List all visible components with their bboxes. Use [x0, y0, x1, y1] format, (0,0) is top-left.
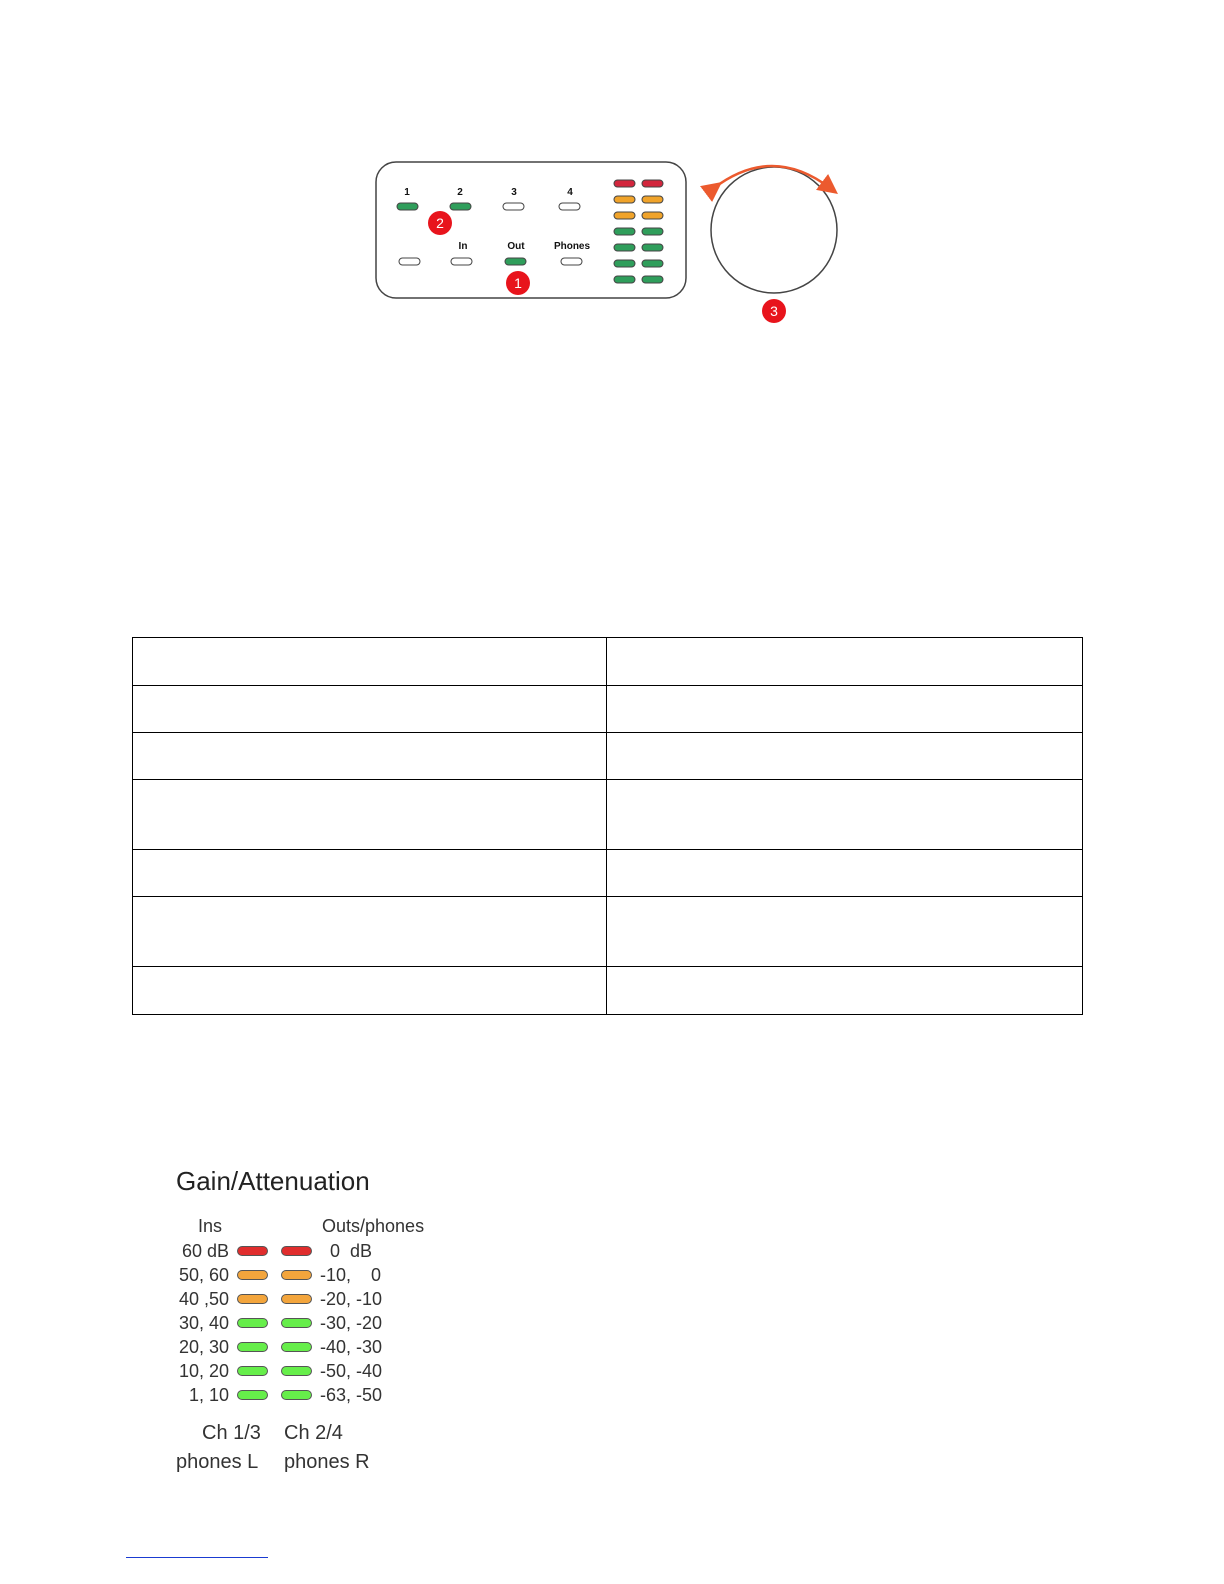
- ins-value: 30, 40: [178, 1313, 229, 1333]
- legend-row: [170, 1385, 470, 1409]
- ins-value: 40 ,50: [178, 1289, 229, 1309]
- device-diagram: [360, 150, 860, 340]
- channel-label-left-line1: Ch 1/3: [202, 1422, 261, 1444]
- channel-label-3: 3: [511, 187, 517, 198]
- phones-led: [561, 258, 582, 265]
- channel-label-left-line2: phones L: [176, 1451, 259, 1473]
- meter-led-left: [614, 196, 635, 203]
- ins-value: 60 dB: [181, 1241, 229, 1261]
- volume-knob[interactable]: [711, 167, 837, 293]
- legend-row: [170, 1265, 470, 1289]
- legend-led-right: [281, 1294, 312, 1304]
- table-cell: [607, 686, 1083, 733]
- callout-2-number: 2: [436, 215, 444, 231]
- table-row: [133, 967, 1083, 1015]
- legend-row: [170, 1241, 470, 1265]
- legend-led-right: [281, 1366, 312, 1376]
- table-cell: [133, 897, 607, 967]
- channel-led-1: [397, 203, 418, 210]
- out-led: [505, 258, 526, 265]
- front-panel: [376, 162, 686, 298]
- info-table: [132, 637, 1083, 1015]
- legend-led-right: [281, 1318, 312, 1328]
- channel-led-3: [503, 203, 524, 210]
- ins-value: 50, 60: [178, 1265, 229, 1285]
- channel-label-2: 2: [457, 187, 463, 198]
- meter-led-right: [642, 244, 663, 251]
- ins-value: 1, 10: [188, 1385, 229, 1405]
- ins-header: Ins: [198, 1216, 223, 1236]
- legend-led-left: [237, 1318, 268, 1328]
- blank-led: [399, 258, 420, 265]
- meter-led-right: [642, 212, 663, 219]
- channel-label-right-line1: Ch 2/4: [284, 1422, 343, 1444]
- ins-value: 10, 20: [178, 1361, 229, 1381]
- legend-led-left: [237, 1246, 268, 1256]
- ins-value: 20, 30: [178, 1337, 229, 1357]
- in-led: [451, 258, 472, 265]
- channel-label-right-line2: phones R: [284, 1451, 370, 1473]
- outs-value: -50, -40: [320, 1361, 383, 1381]
- legend-led-left: [237, 1270, 268, 1280]
- meter-led-left: [614, 180, 635, 187]
- table-cell: [607, 967, 1083, 1015]
- table-cell: [607, 897, 1083, 967]
- table-cell: [133, 686, 607, 733]
- outs-value: -20, -10: [320, 1289, 383, 1309]
- table-row: [133, 638, 1083, 686]
- legend-row: [170, 1337, 470, 1361]
- meter-led-right: [642, 228, 663, 235]
- device-diagram-svg: [360, 150, 860, 340]
- outs-header: Outs/phones: [322, 1216, 425, 1236]
- table-row: [133, 850, 1083, 897]
- table-row: [133, 897, 1083, 967]
- meter-led-left: [614, 276, 635, 283]
- table-cell: [607, 850, 1083, 897]
- table-cell: [133, 967, 607, 1015]
- legend-led-right: [281, 1342, 312, 1352]
- legend-led-right: [281, 1246, 312, 1256]
- channel-label-1: 1: [404, 187, 410, 198]
- legend-row: [170, 1361, 470, 1385]
- table-row: [133, 733, 1083, 780]
- table-cell: [607, 638, 1083, 686]
- out-label: Out: [507, 241, 525, 252]
- outs-value: -63, -50: [320, 1385, 383, 1405]
- channel-led-4: [559, 203, 580, 210]
- legend-led-left: [237, 1342, 268, 1352]
- outs-value: -30, -20: [320, 1313, 383, 1333]
- table-cell: [133, 780, 607, 850]
- meter-led-right: [642, 276, 663, 283]
- meter-led-right: [642, 260, 663, 267]
- legend-row: [170, 1289, 470, 1313]
- channel-label-4: 4: [567, 187, 573, 198]
- gain-attenuation-legend: [170, 1166, 470, 1486]
- meter-led-left: [614, 212, 635, 219]
- outs-value: 0 dB: [320, 1241, 373, 1261]
- meter-led-right: [642, 196, 663, 203]
- table-cell: [607, 780, 1083, 850]
- table-cell: [607, 733, 1083, 780]
- table-row: [133, 686, 1083, 733]
- legend-led-left: [237, 1390, 268, 1400]
- footer-link-underline: [126, 1557, 268, 1558]
- meter-led-left: [614, 260, 635, 267]
- table-cell: [133, 638, 607, 686]
- outs-value: -40, -30: [320, 1337, 383, 1357]
- callout-3-number: 3: [770, 303, 778, 319]
- table-cell: [133, 733, 607, 780]
- meter-led-left: [614, 228, 635, 235]
- meter-led-left: [614, 244, 635, 251]
- channel-led-2: [450, 203, 471, 210]
- outs-value: -10, 0: [320, 1265, 382, 1285]
- table-cell: [133, 850, 607, 897]
- phones-label: Phones: [553, 241, 591, 252]
- legend-led-left: [237, 1366, 268, 1376]
- legend-led-right: [281, 1270, 312, 1280]
- table-row: [133, 780, 1083, 850]
- legend-row: [170, 1313, 470, 1337]
- in-label: In: [458, 241, 468, 252]
- legend-title: Gain/Attenuation: [176, 1166, 370, 1196]
- legend-led-left: [237, 1294, 268, 1304]
- callout-1-number: 1: [514, 275, 522, 291]
- meter-led-right: [642, 180, 663, 187]
- legend-led-right: [281, 1390, 312, 1400]
